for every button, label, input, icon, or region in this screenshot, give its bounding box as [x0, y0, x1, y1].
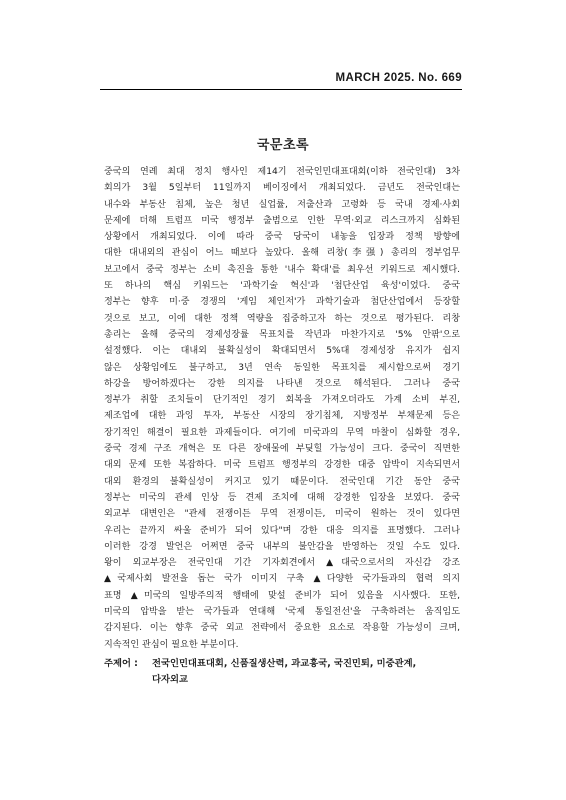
abstract-line: 이러한 강경 발언은 어쩌면 중국 내부의 불안감을 반영하는 것일 수도 있다. [104, 541, 460, 552]
abstract-line: 회의가 3월 5일부터 11일까지 베이징에서 개최되었다. 금년도 전국인대는 [104, 183, 460, 194]
abstract-line: 중국 경제 구조 개혁은 또 다른 장애물에 부딪힐 가능성이 크다. 중국이 직면한 [104, 444, 460, 455]
abstract-line: 것으로 보고, 이에 대한 정책 역량을 집중하고자 하는 것으로 평가된다. 리창 [104, 313, 460, 324]
abstract-line: 표명 ▲미국의 일방주의적 행태에 맞설 준비가 되어 있음을 시사했다. 또한, [104, 590, 460, 601]
abstract-line: 왕이 외교부장은 전국인대 기간 기자회견에서 ▲대국으로서의 자신감 강조 [104, 558, 460, 569]
abstract-line: 정부가 취할 조치들이 단기적인 경기 회복을 가져오더라도 가계 소비 부진, [104, 395, 460, 406]
abstract-line: 설정했다. 이는 대내외 불확실성이 확대되면서 5%대 경제성장 유지가 쉽지 [104, 346, 460, 357]
abstract-line: 우리는 끝까지 싸울 준비가 되어 있다"며 강한 대응 의지를 표명했다. 그러나 [104, 525, 460, 536]
abstract-line: 중국의 연례 최대 정치 행사인 제14기 전국인민대표대회(이하 전국인대) 3차 [104, 167, 460, 177]
abstract-line: 하강을 방어하겠다는 강한 의지를 나타낸 것으로 해석된다. 그러나 중국 [104, 378, 460, 389]
issue-header: MARCH 2025. No. 669 [100, 72, 462, 90]
abstract-line: 제조업에 대한 과잉 투자, 부동산 시장의 장기침체, 지방정부 부채문제 등은 [104, 411, 460, 422]
abstract-line: ▲국제사회 발전을 돕는 국가 이미지 구축 ▲다양한 국가들과의 협력 의지 [104, 574, 460, 585]
abstract-line: 않은 상황임에도 불구하고, 3년 연속 동일한 목표치를 제시함으로써 경기 [104, 362, 460, 373]
abstract-line: 보고에서 중국 정부는 소비 촉진을 통한 '내수 확대'를 최우선 키워드로 제시했다. [104, 264, 460, 275]
abstract-title: 국문초록 [256, 138, 310, 153]
abstract-line: 대한 대내외의 관심이 어느 때보다 높았다. 올해 리창(李强) 총리의 정부업무 [104, 248, 460, 259]
abstract-line: 외교부 대변인은 "관세 전쟁이든 무역 전쟁이든, 미국이 원하는 것이 있다면 [104, 509, 460, 520]
keywords-line: 전국인민대표대회, 신품질생산력, 과교흥국, 국진민퇴, 미중관계, [152, 658, 417, 669]
abstract-line: 지속적인 관심이 필요한 부분이다. [104, 639, 239, 650]
abstract-line: 정부는 향후 미·중 경쟁의 '게임 체인저'가 과학기술과 첨단산업에서 등장할 [104, 297, 460, 308]
abstract-line: 미국의 압박을 받는 국가들과 연대해 '국제 통일전선'을 구축하려는 움직임도 [104, 607, 460, 618]
abstract-line: 상황에서 개최되었다. 이에 따라 중국 당국이 내놓을 입장과 정책 방향에 [104, 232, 460, 243]
abstract-line: 정부는 미국의 관세 인상 등 견제 조치에 대해 강경한 입장을 보였다. 중국 [104, 492, 460, 503]
abstract-line: 총리는 올해 중국의 경제성장률 목표치를 작년과 마찬가지로 '5% 안팎'으로 [104, 329, 460, 340]
keywords-label: 주제어 : [104, 658, 138, 669]
abstract-line: 장기적인 해결이 필요한 과제들이다. 여기에 미국과의 무역 마찰이 심화할 경우, [104, 427, 460, 438]
abstract-line: 내수와 부동산 침체, 높은 청년 실업률, 저출산과 고령화 등 국내 경제·사회 [104, 199, 460, 210]
keywords-values [152, 656, 452, 688]
abstract-line: 감지된다. 이는 향후 중국 외교 전략에서 중요한 요소로 작용할 가능성이 크며, [104, 623, 460, 634]
abstract-line: 대외 환경의 불확실성이 커지고 있기 때문이다. 전국인대 기간 동안 중국 [104, 476, 460, 487]
abstract-body [104, 164, 460, 653]
abstract-line: 문제에 더해 트럼프 미국 행정부 출범으로 인한 무역·외교 리스크까지 심화된 [104, 215, 460, 226]
abstract-line: 또 하나의 핵심 키워드는 '과학기술 혁신'과 '첨단산업 육성'이었다. 중국 [104, 281, 460, 292]
abstract-line: 대외 문제 또한 복잡하다. 미국 트럼프 행정부의 강경한 대중 압박이 지속되면서 [104, 460, 460, 471]
keywords-line: 다자외교 [152, 674, 188, 685]
